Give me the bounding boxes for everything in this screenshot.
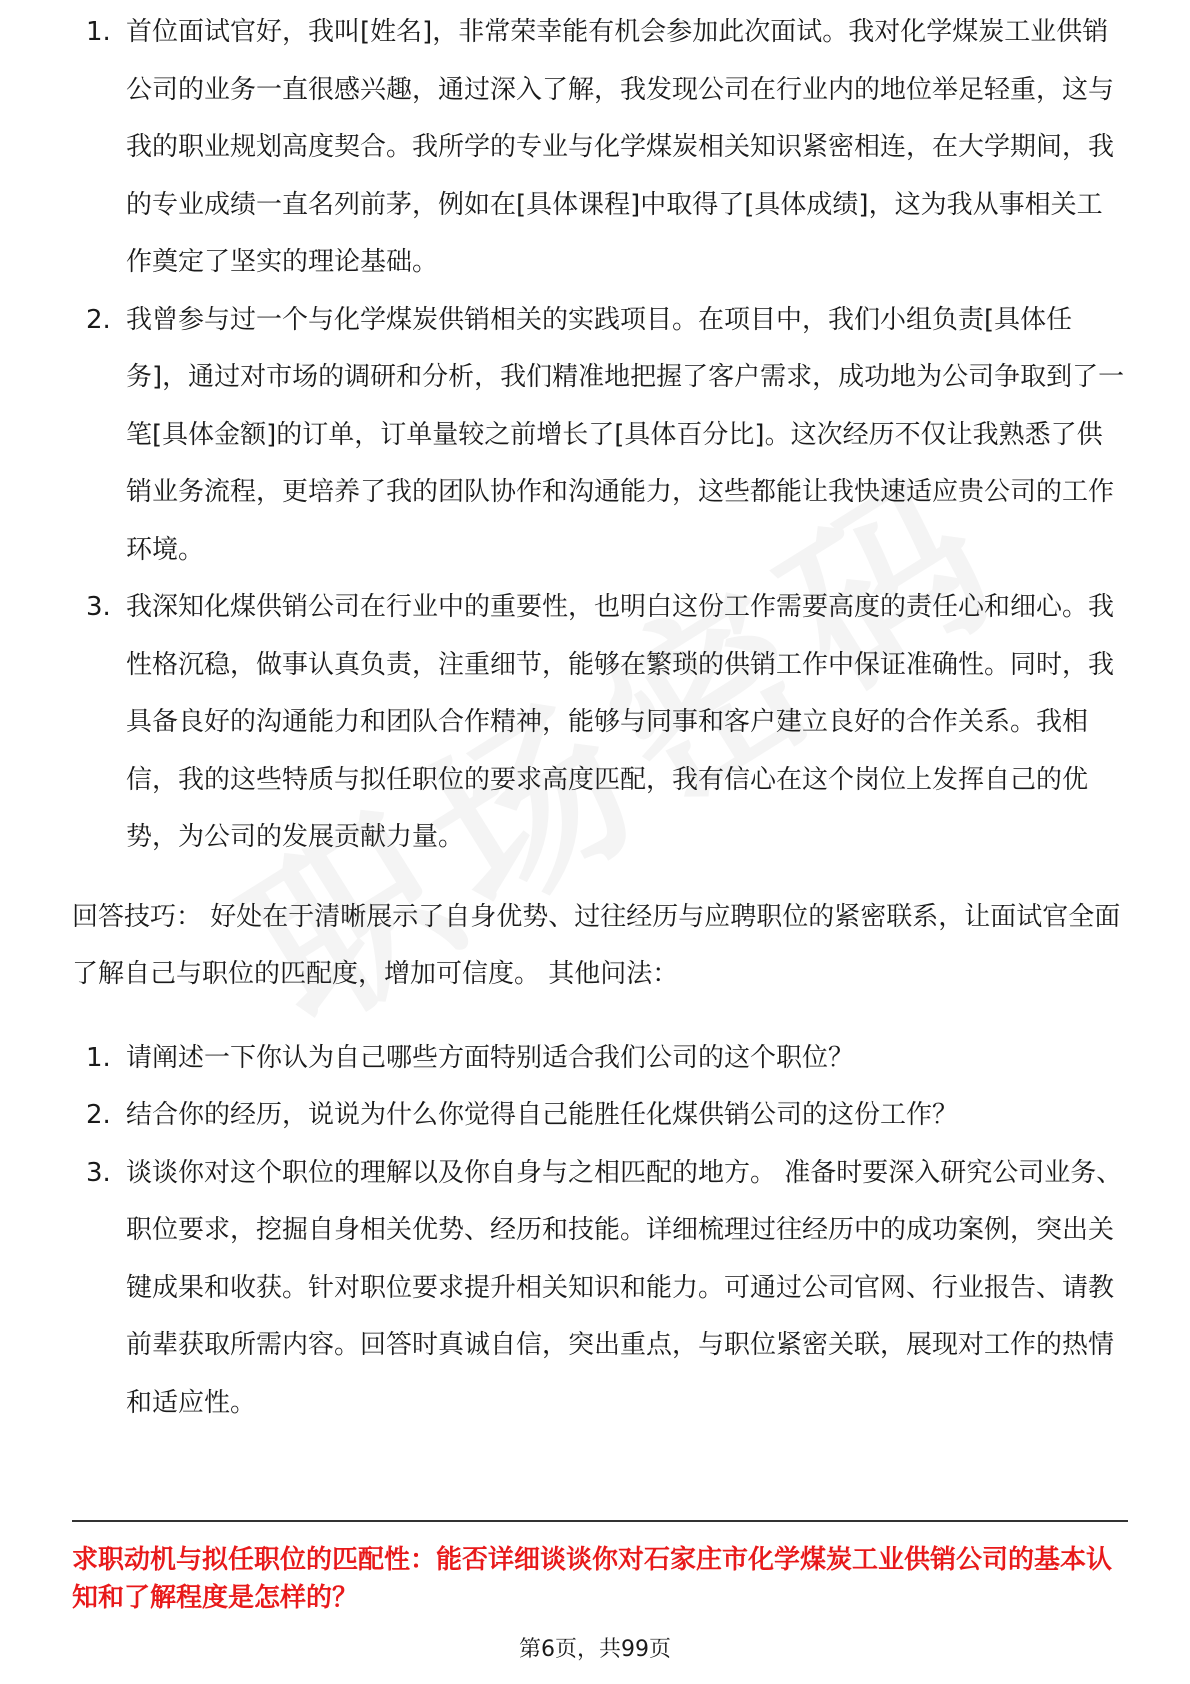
list-item-number: 1.: [86, 17, 111, 47]
answer-tips: 回答技巧： 好处在于清晰展示了自身优势、过往经历与应聘职位的紧密联系，让面试官全面了解自己与职位的匹配度，增加可信度。 其他问法：: [72, 901, 1121, 989]
page-content: [72, 17, 1128, 1432]
list-item: [72, 292, 1128, 580]
list-item-text: 我深知化煤供销公司在行业中的重要性，也明白这份工作需要高度的责任心和细心。我性格沉稳，做事认真负责，注重细节，能够在繁琐的供销工作中保证准确性。同时，我具备良好的沟通能力和团队合作精神，能够与同事和客户建立良好的合作关系。我相信，我的这些特质与拟任职位的要求高度匹配，我有信心在这个岗位上发挥自己的优势，为公司的发展贡献力量。: [126, 592, 1115, 852]
list-item-text: 谈谈你对这个职位的理解以及你自身与之相匹配的地方。 准备时要深入研究公司业务、职位要求，挖掘自身相关优势、经历和技能。详细梳理过往经历中的成功案例，突出关键成果和收获。针对职位要求提升相关知识和能力。可通过公司官网、行业报告、请教前辈获取所需内容。回答时真诚自信，突出重点，与职位紧密关联，展现对工作的热情和适应性。: [126, 1157, 1123, 1418]
list-item: [72, 4, 1128, 292]
list-item-text: 首位面试官好，我叫[姓名]，非常荣幸能有机会参加此次面试。我对化学煤炭工业供销公司的业务一直很感兴趣，通过深入了解，我发现公司在行业内的地位举足轻重，这与我的职业规划高度契合。我所学的专业与化学煤炭相关知识紧密相连，在大学期间，我的专业成绩一直名列前茅，例如在[具体课程]中取得了[具体成绩]，这为我从事相关工作奠定了坚实的理论基础。: [126, 17, 1115, 277]
page-number: 第6页，共99页: [519, 1637, 671, 1662]
list-item-number: 3.: [86, 592, 111, 622]
list-item: [72, 1145, 1128, 1433]
list-item-number: 3.: [86, 1157, 111, 1188]
section-divider: [72, 1520, 1128, 1522]
other-questions-list: [72, 1030, 1128, 1433]
list-item-text: 请阐述一下你认为自己哪些方面特别适合我们公司的这个职位？: [126, 1042, 855, 1073]
list-item-text: 我曾参与过一个与化学煤炭供销相关的实践项目。在项目中，我们小组负责[具体任务]，通过对市场的调研和分析，我们精准地把握了客户需求，成功地为公司争取到了一笔[具体金额]的订单，订单量较之前增长了[具体百分比]。这次经历不仅让我熟悉了供销业务流程，更培养了我的团队协作和沟通能力，这些都能让我快速适应贵公司的工作环境。: [126, 304, 1125, 565]
list-item-text: 结合你的经历，说说为什么你觉得自己能胜任化煤供销公司的这份工作？: [126, 1100, 959, 1130]
list-item-number: 2.: [86, 1100, 111, 1130]
answer-list: [72, 4, 1128, 867]
list-item: [72, 1087, 1128, 1145]
next-question-heading: 求职动机与拟任职位的匹配性：能否详细谈谈你对石家庄市化学煤炭工业供销公司的基本认知和了解程度是怎样的？: [72, 1545, 1113, 1613]
list-item: [72, 579, 1128, 867]
list-item-number: 2.: [86, 304, 111, 335]
list-item: [72, 1030, 1128, 1088]
list-item-number: 1.: [86, 1042, 111, 1073]
